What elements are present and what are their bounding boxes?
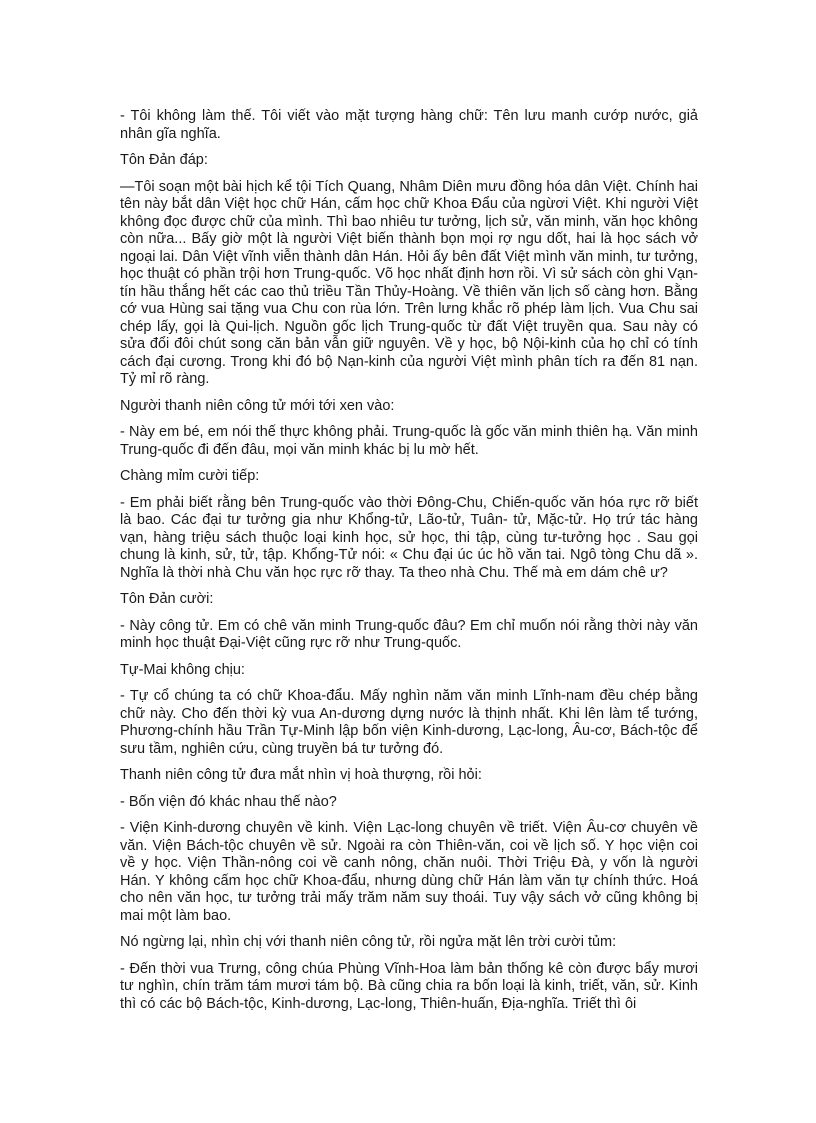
paragraph: - Này em bé, em nói thế thực không phải. Trung-quốc là gốc văn minh thiên hạ. Văn minh Trung-quốc đi đến đâu, mọi văn minh khác bị lu mờ hết. bbox=[120, 424, 698, 458]
paragraph: Nó ngừng lại, nhìn chị với thanh niên công tử, rồi ngửa mặt lên trời cười tủm: bbox=[120, 934, 617, 950]
paragraph: - Viện Kinh-dương chuyên về kinh. Viện Lạc-long chuyên về triết. Viện Âu-cơ chuyên về văn. Viện Bách-tộc chuyên về sử. Ngoài ra còn Thiên-văn, coi về lịch số. Y học viện coi về y học. Viện Thần-nông coi về canh nông, chăn nuôi. Thời Triệu Đà, y vốn là người Hán. Y không cấm học chữ Khoa-đẩu, nhưng dùng chữ Hán làm văn tự chính thức. Hoá cho nên văn học, tư tưởng trải mấy trăm năm suy thoái. Tuy vậy sách vở cũng không bị mai một làm bao. bbox=[120, 820, 698, 924]
paragraph: - Đến thời vua Trưng, công chúa Phùng Vĩnh-Hoa làm bản thống kê còn được bẩy mươi tư nghìn, chín trăm tám mươi tám bộ. Bà cũng chia ra bốn loại là kinh, triết, văn, sử. Kinh thì có các bộ Bách-tộc, Kinh-dương, Lạc-long, Thiên-huấn, Địa-nghĩa. Triết thì ôi bbox=[120, 960, 698, 1012]
paragraph: Thanh niên công tử đưa mắt nhìn vị hoà thượng, rồi hỏi: bbox=[120, 767, 482, 783]
paragraph: Tự-Mai không chịu: bbox=[120, 661, 245, 678]
paragraph: - Tôi không làm thế. Tôi viết vào mặt tượng hàng chữ: Tên lưu manh cướp nước, giả nhân gĩa nghĩa. bbox=[120, 108, 698, 142]
paragraph: Tôn Đản đáp: bbox=[120, 152, 208, 168]
paragraph: Tôn Đản cười: bbox=[120, 591, 214, 607]
paragraph: - Bốn viện đó khác nhau thế nào? bbox=[120, 793, 337, 810]
paragraph: - Em phải biết rằng bên Trung-quốc vào thời Đông-Chu, Chiến-quốc văn hóa rực rỡ biết là bao. Các đại tư tưởng gia như Khổng-tử, Lão-tử, Tuân- tử, Mặc-tử. Họ trứ tác hàng vạn, hàng triệu sách thuộc loại kinh học, sử học, thi tập, cùng tư-tưởng học . Sau gọi chung là kinh, sử, tử, tập. Khổng-Tử nói: « Chu đại úc úc hồ văn tai. Ngô tòng Chu dã ». Nghĩa là thời nhà Chu văn học rực rỡ thay. Ta theo nhà Chu. Thế mà em dám chê ư? bbox=[120, 494, 698, 581]
paragraph: - Tự cổ chúng ta có chữ Khoa-đẩu. Mấy nghìn năm văn minh Lĩnh-nam đều chép bằng chữ này. Cho đến thời kỳ vua An-dương dựng nước là thịnh nhất. Khi lên làm tể tướng, Phương-chính hầu Trần Tự-Minh lập bốn viện Kinh-dương, Lạc-long, Âu-cơ, Bách-tộc để sưu tầm, nghiên cứu, cùng truyền bá tư tưởng đó. bbox=[120, 688, 698, 757]
document-body bbox=[120, 108, 698, 1022]
paragraph: - Này công tử. Em có chê văn minh Trung-quốc đâu? Em chỉ muốn nói rằng thời này văn minh học thuật Đại-Việt cũng rực rỡ như Trung-quốc. bbox=[120, 617, 698, 651]
paragraph: Chàng mỉm cười tiếp: bbox=[120, 468, 260, 484]
paragraph: Người thanh niên công tử mới tới xen vào: bbox=[120, 397, 395, 414]
paragraph: —Tôi soạn một bài hịch kể tội Tích Quang, Nhâm Diên mưu đồng hóa dân Việt. Chính hai tên này bắt dân Việt học chữ Hán, cấm học chữ Khoa Đẩu của ngừơi Việt. Khi người Việt không đọc được chữ của mình. Thì bao nhiêu tư tưởng, lịch sử, văn minh, văn học không còn nữa... Bấy giờ một là người Việt biến thành bọn mọi rợ ngu dốt, hai là học sách vở ngoại lai. Dân Việt vĩnh viễn thành dân Hán. Hỏi ấy bên đất Việt mình văn minh, tư tưởng, học thuật có phần trội hơn Trung-quốc. Võ học nhất định hơn rồi. Vì sử sách còn ghi Vạn-tín hầu thắng hết các cao thủ triều Tần Thủy-Hoàng. Về thiên văn lịch số càng hơn. Bằng cớ vua Hùng sai tặng vua Chu con rùa lớn. Trên lưng khắc rõ phép làm lịch. Vua Chu sai chép lấy, gọi là Qui-lịch. Nguồn gốc lịch Trung-quốc từ đất Việt truyền qua. Sau này có sửa đổi đôi chút song căn bản vẫn giữ nguyên. Về y học, bộ Nội-kinh của họ chỉ có tính cách đại cương. Trong khi đó bộ Nạn-kinh của người Việt mình phân tích ra đến 81 nạn. Tỷ mỉ rõ ràng. bbox=[120, 178, 698, 387]
